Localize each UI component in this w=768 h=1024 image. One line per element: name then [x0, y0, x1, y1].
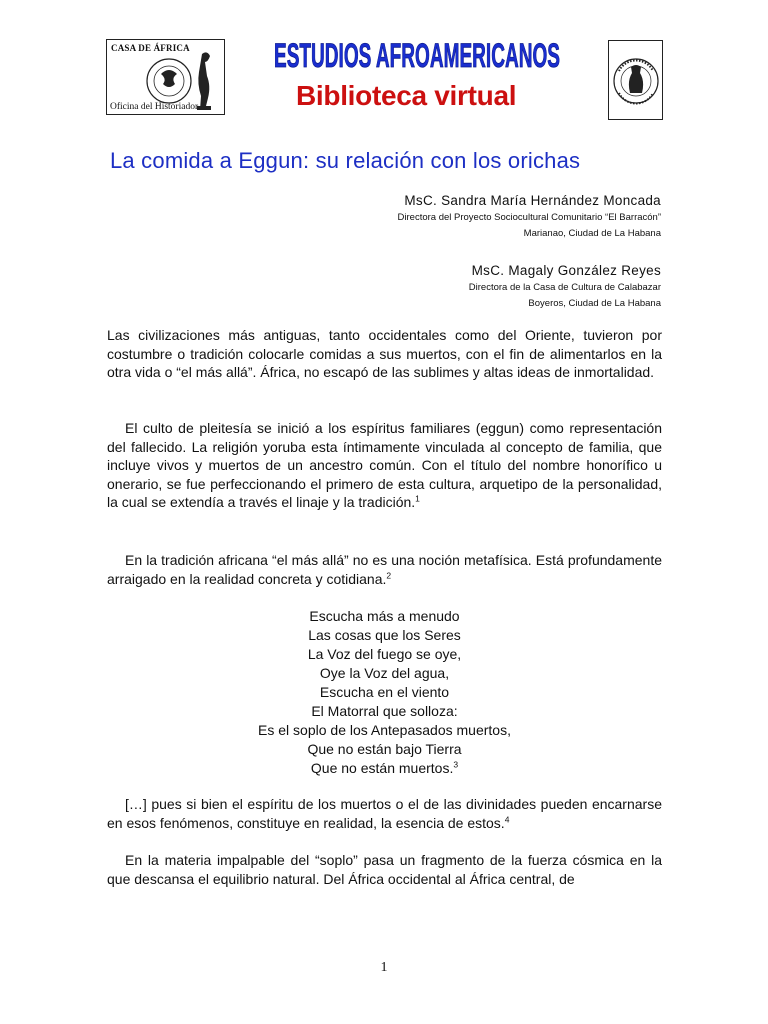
paragraph-body — [107, 795, 662, 832]
poem-line: Escucha más a menudo — [309, 608, 460, 624]
paragraph-text: […] pues si bien el espíritu de los muertos o el de las divinidades pueden encarnarse en esos fenómenos, constituye en realidad, la esencia de estos. — [107, 796, 662, 831]
footnote-ref[interactable]: 1 — [415, 493, 420, 504]
author-name: MsC. Magaly González Reyes — [471, 263, 661, 278]
document-title: La comida a Eggun: su relación con los orichas — [110, 148, 581, 173]
poem-line: Que no están muertos. — [310, 760, 454, 776]
poem-line: Las cosas que los Seres — [308, 627, 461, 643]
paragraph-3 — [107, 551, 662, 588]
banner-subtitle: Biblioteca virtual — [296, 80, 517, 111]
poem-line: Que no están bajo Tierra — [307, 741, 462, 757]
paragraph-text: En la tradición africana “el más allá” no es una noción metafísica. Está profundamente arraigado en la realidad concreta y cotidiana. — [107, 552, 662, 587]
poem-line: La Voz del fuego se oye, — [307, 646, 462, 662]
paragraph-4 — [107, 795, 662, 832]
casa-de-africa-logo — [106, 39, 225, 115]
fundacion-fernando-ortiz-seal-icon — [609, 41, 664, 121]
page-number: 1 — [380, 960, 388, 975]
poem-line: Oye la Voz del agua, — [319, 665, 450, 681]
paragraph-text: Las civilizaciones más antiguas, tanto occidentales como del Oriente, tuvieron por costumbre o tradición colocarle comidas a sus muertos, con el fin de alimentarlos en la otra vida o “el más allá”. África, no escapó de las sublimes y altas ideas de inmortalidad. — [107, 327, 662, 381]
author-location: Marianao, Ciudad de La Habana — [523, 228, 661, 239]
author-name: MsC. Sandra María Hernández Moncada — [404, 193, 661, 208]
author-location: Boyeros, Ciudad de La Habana — [528, 298, 661, 309]
poem-line-last — [107, 759, 662, 778]
paragraph-text: El culto de pleitesía se inició a los espíritus familiares (eggun) como representación del fallecido. La religión yoruba esta íntimamente vinculada al concepto de familia, que incluye vivos y muertos de un ancestro común. Con el título del nombre honorífico u onerario, se fue perfeccionando el primero de esta cultura, arquetipo de la personalidad, la cual se extendía a través el linaje y la tradición. — [107, 420, 662, 511]
poem-line: Es el soplo de los Antepasados muertos, — [258, 722, 511, 738]
author-affiliation: Directora de la Casa de Cultura de Calabazar — [468, 282, 661, 293]
author-block-2 — [469, 262, 661, 312]
paragraph-1 — [107, 326, 662, 382]
footnote-ref[interactable]: 3 — [453, 759, 459, 770]
logo-left-bottom-text: Oficina del Historiador — [110, 102, 199, 112]
banner-title — [272, 37, 562, 81]
paragraph-text: En la materia impalpable del “soplo” pasa un fragmento de la fuerza cósmica en la que descansa el equilibrio natural. Del África occidental al África central, de — [107, 852, 662, 887]
author-block-1 — [398, 192, 661, 242]
paragraph-body — [107, 551, 662, 588]
paragraph-body — [107, 419, 662, 512]
poem — [107, 607, 662, 778]
fundacion-fernando-ortiz-logo — [608, 40, 663, 120]
banner-title-text: ESTUDIOS AFROAMERICANOS — [274, 37, 560, 75]
author-affiliation: Directora del Proyecto Sociocultural Comunitario “El Barracón” — [397, 212, 661, 223]
paragraph-2 — [107, 419, 662, 512]
logo-left-top-text: CASA DE ÁFRICA — [111, 43, 190, 53]
paragraph-5 — [107, 851, 662, 888]
poem-line: Escucha en el viento — [319, 684, 450, 700]
footnote-ref[interactable]: 4 — [504, 813, 510, 824]
poem-line: El Matorral que solloza: — [311, 703, 458, 719]
footnote-ref[interactable]: 2 — [386, 569, 392, 580]
